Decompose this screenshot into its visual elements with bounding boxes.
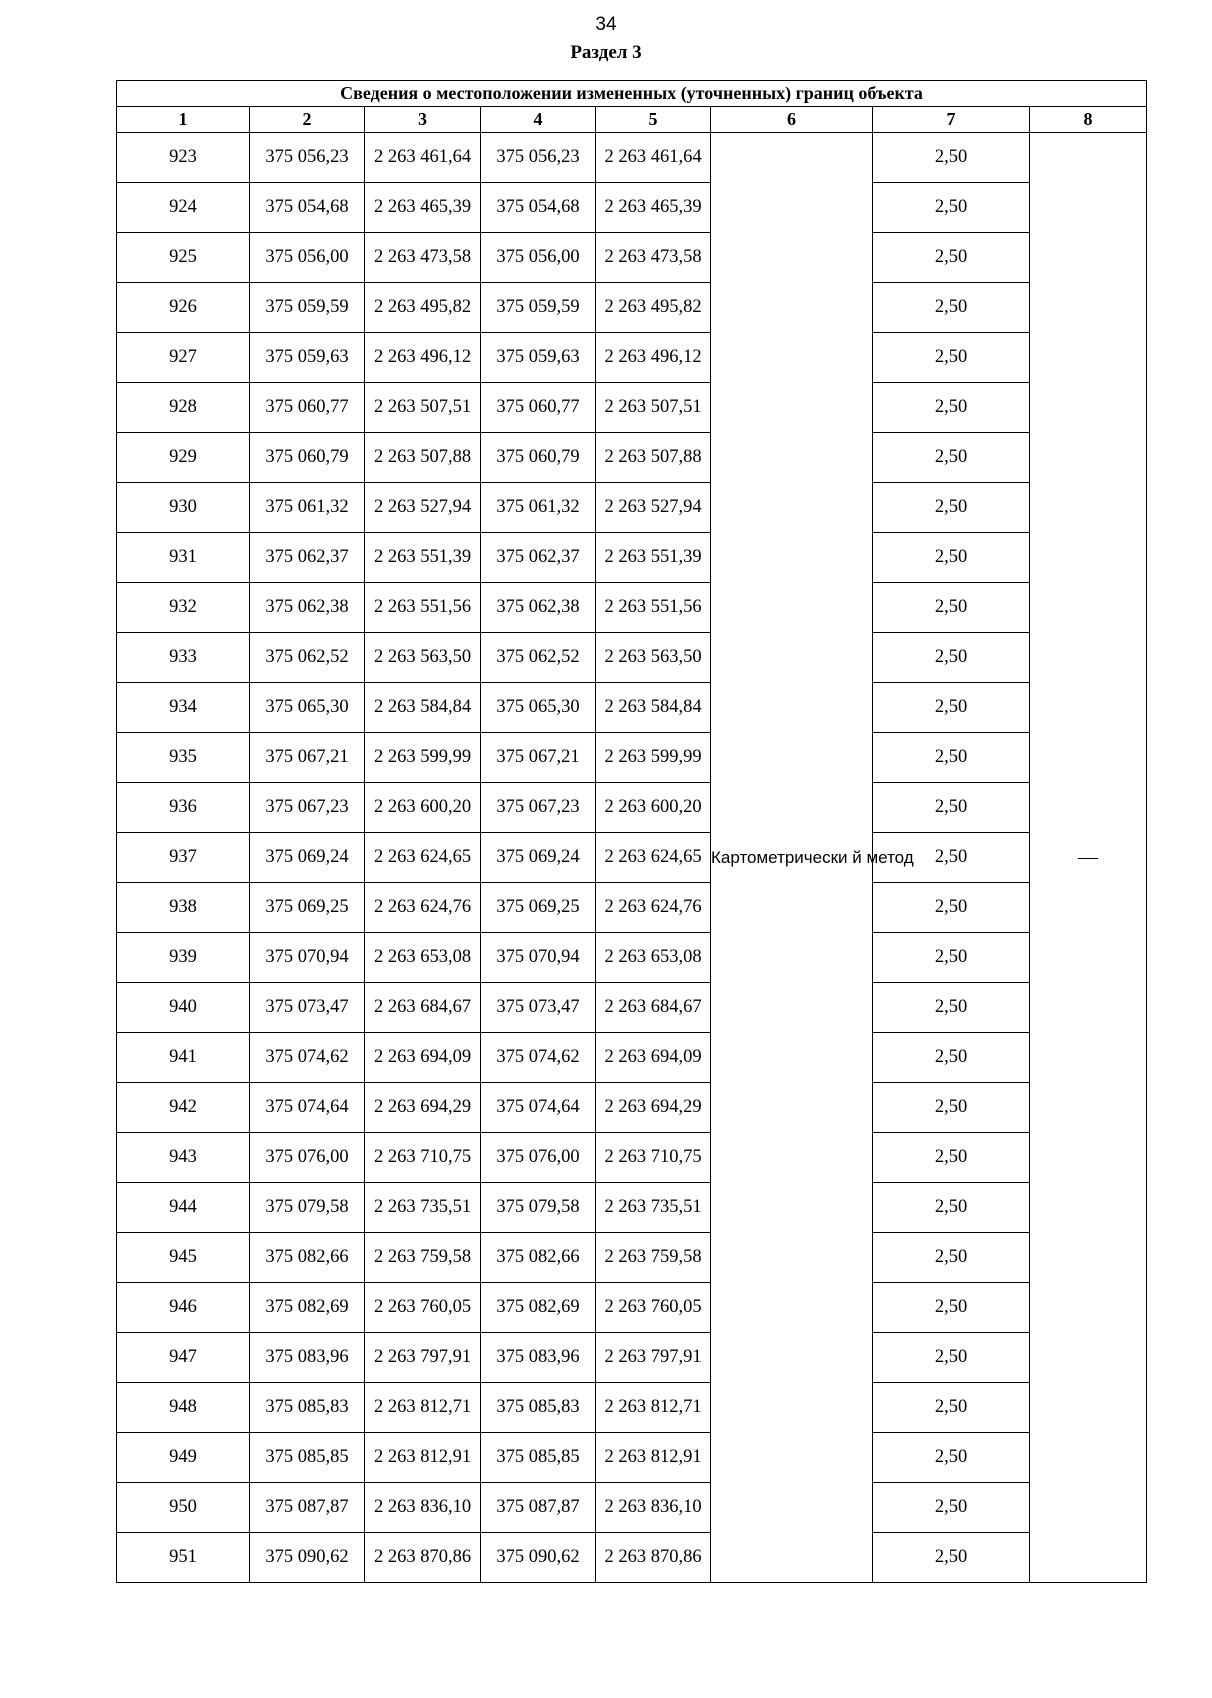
point-number-cell: 928 [117,383,250,433]
new-y-cell: 2 263 653,08 [596,933,711,983]
accuracy-cell: 2,50 [873,633,1030,683]
accuracy-cell: 2,50 [873,1333,1030,1383]
existing-x-cell: 375 062,38 [250,583,365,633]
existing-x-cell: 375 082,69 [250,1283,365,1333]
existing-x-cell: 375 056,23 [250,133,365,183]
new-y-cell: 2 263 473,58 [596,233,711,283]
existing-x-cell: 375 090,62 [250,1533,365,1583]
new-x-cell: 375 085,83 [481,1383,596,1433]
new-y-cell: 2 263 600,20 [596,783,711,833]
existing-y-cell: 2 263 563,50 [365,633,481,683]
accuracy-cell: 2,50 [873,933,1030,983]
table-row [117,1433,1147,1483]
table-row [117,333,1147,383]
new-x-cell: 375 069,25 [481,883,596,933]
table-row [117,1533,1147,1583]
accuracy-cell: 2,50 [873,1533,1030,1583]
new-y-cell: 2 263 495,82 [596,283,711,333]
new-y-cell: 2 263 599,99 [596,733,711,783]
table-caption: Сведения о местоположении измененных (уточненных) границ объекта [117,81,1147,107]
table-row [117,133,1147,183]
existing-x-cell: 375 074,62 [250,1033,365,1083]
column-header: 4 [481,107,596,133]
new-y-cell: 2 263 735,51 [596,1183,711,1233]
section-title: Раздел 3 [570,42,642,63]
table-row [117,683,1147,733]
point-number-cell: 931 [117,533,250,583]
existing-x-cell: 375 074,64 [250,1083,365,1133]
existing-y-cell: 2 263 496,12 [365,333,481,383]
new-x-cell: 375 083,96 [481,1333,596,1383]
table-row [117,783,1147,833]
table-row [117,933,1147,983]
accuracy-cell: 2,50 [873,183,1030,233]
existing-x-cell: 375 060,79 [250,433,365,483]
point-number-cell: 927 [117,333,250,383]
existing-y-cell: 2 263 599,99 [365,733,481,783]
new-x-cell: 375 074,64 [481,1083,596,1133]
point-number-cell: 949 [117,1433,250,1483]
new-y-cell: 2 263 527,94 [596,483,711,533]
new-x-cell: 375 079,58 [481,1183,596,1233]
accuracy-cell: 2,50 [873,783,1030,833]
existing-y-cell: 2 263 551,56 [365,583,481,633]
column8-cell: — [1030,133,1147,1583]
accuracy-cell: 2,50 [873,533,1030,583]
new-y-cell: 2 263 836,10 [596,1483,711,1533]
existing-x-cell: 375 061,32 [250,483,365,533]
table-row [117,733,1147,783]
existing-y-cell: 2 263 812,71 [365,1383,481,1433]
page-number: 34 [595,14,617,35]
column-header: 2 [250,107,365,133]
table-row [117,1383,1147,1433]
table-header-row [117,107,1147,133]
new-y-cell: 2 263 507,88 [596,433,711,483]
new-y-cell: 2 263 710,75 [596,1133,711,1183]
existing-y-cell: 2 263 527,94 [365,483,481,533]
table-row [117,1233,1147,1283]
accuracy-cell: 2,50 [873,683,1030,733]
accuracy-cell: 2,50 [873,1383,1030,1433]
existing-y-cell: 2 263 507,88 [365,433,481,483]
table-row [117,433,1147,483]
existing-y-cell: 2 263 870,86 [365,1533,481,1583]
new-x-cell: 375 087,87 [481,1483,596,1533]
method-cell: Картометрически й метод [711,133,873,1583]
point-number-cell: 923 [117,133,250,183]
existing-y-cell: 2 263 465,39 [365,183,481,233]
point-number-cell: 926 [117,283,250,333]
table-row [117,1033,1147,1083]
existing-x-cell: 375 060,77 [250,383,365,433]
existing-y-cell: 2 263 710,75 [365,1133,481,1183]
table-row [117,1133,1147,1183]
point-number-cell: 925 [117,233,250,283]
point-number-cell: 943 [117,1133,250,1183]
point-number-cell: 934 [117,683,250,733]
accuracy-cell: 2,50 [873,733,1030,783]
new-y-cell: 2 263 812,91 [596,1433,711,1483]
new-y-cell: 2 263 812,71 [596,1383,711,1433]
new-y-cell: 2 263 624,65 [596,833,711,883]
existing-y-cell: 2 263 694,09 [365,1033,481,1083]
accuracy-cell: 2,50 [873,283,1030,333]
new-x-cell: 375 074,62 [481,1033,596,1083]
table-row [117,983,1147,1033]
column-header: 3 [365,107,481,133]
existing-x-cell: 375 062,37 [250,533,365,583]
new-y-cell: 2 263 684,67 [596,983,711,1033]
accuracy-cell: 2,50 [873,383,1030,433]
existing-x-cell: 375 073,47 [250,983,365,1033]
new-x-cell: 375 062,52 [481,633,596,683]
table-row [117,883,1147,933]
existing-x-cell: 375 069,25 [250,883,365,933]
point-number-cell: 944 [117,1183,250,1233]
existing-x-cell: 375 087,87 [250,1483,365,1533]
point-number-cell: 933 [117,633,250,683]
point-number-cell: 929 [117,433,250,483]
accuracy-cell: 2,50 [873,133,1030,183]
new-y-cell: 2 263 461,64 [596,133,711,183]
new-x-cell: 375 060,79 [481,433,596,483]
existing-x-cell: 375 054,68 [250,183,365,233]
new-x-cell: 375 073,47 [481,983,596,1033]
table-row [117,1083,1147,1133]
existing-x-cell: 375 065,30 [250,683,365,733]
column-header: 6 [711,107,873,133]
point-number-cell: 938 [117,883,250,933]
new-y-cell: 2 263 465,39 [596,183,711,233]
existing-y-cell: 2 263 684,67 [365,983,481,1033]
accuracy-cell: 2,50 [873,583,1030,633]
table-row [117,1483,1147,1533]
table-row [117,383,1147,433]
existing-x-cell: 375 062,52 [250,633,365,683]
new-x-cell: 375 065,30 [481,683,596,733]
new-y-cell: 2 263 551,39 [596,533,711,583]
existing-y-cell: 2 263 624,65 [365,833,481,883]
accuracy-cell: 2,50 [873,1483,1030,1533]
new-y-cell: 2 263 694,09 [596,1033,711,1083]
table-row [117,533,1147,583]
existing-x-cell: 375 056,00 [250,233,365,283]
point-number-cell: 945 [117,1233,250,1283]
point-number-cell: 941 [117,1033,250,1083]
new-y-cell: 2 263 624,76 [596,883,711,933]
new-y-cell: 2 263 584,84 [596,683,711,733]
column-header: 7 [873,107,1030,133]
new-y-cell: 2 263 496,12 [596,333,711,383]
point-number-cell: 947 [117,1333,250,1383]
new-x-cell: 375 054,68 [481,183,596,233]
existing-y-cell: 2 263 812,91 [365,1433,481,1483]
existing-y-cell: 2 263 507,51 [365,383,481,433]
accuracy-cell: 2,50 [873,1283,1030,1333]
new-x-cell: 375 059,63 [481,333,596,383]
point-number-cell: 924 [117,183,250,233]
existing-y-cell: 2 263 600,20 [365,783,481,833]
existing-x-cell: 375 069,24 [250,833,365,883]
new-x-cell: 375 070,94 [481,933,596,983]
new-x-cell: 375 059,59 [481,283,596,333]
new-x-cell: 375 076,00 [481,1133,596,1183]
existing-x-cell: 375 079,58 [250,1183,365,1233]
existing-y-cell: 2 263 836,10 [365,1483,481,1533]
point-number-cell: 950 [117,1483,250,1533]
table-row [117,1333,1147,1383]
table-body [117,133,1147,1583]
point-number-cell: 939 [117,933,250,983]
existing-y-cell: 2 263 551,39 [365,533,481,583]
existing-x-cell: 375 085,83 [250,1383,365,1433]
existing-y-cell: 2 263 495,82 [365,283,481,333]
existing-y-cell: 2 263 473,58 [365,233,481,283]
new-y-cell: 2 263 759,58 [596,1233,711,1283]
accuracy-cell: 2,50 [873,1233,1030,1283]
new-x-cell: 375 056,23 [481,133,596,183]
new-x-cell: 375 056,00 [481,233,596,283]
existing-x-cell: 375 059,63 [250,333,365,383]
new-x-cell: 375 082,69 [481,1283,596,1333]
accuracy-cell: 2,50 [873,1133,1030,1183]
table-row [117,283,1147,333]
table-row [117,233,1147,283]
new-y-cell: 2 263 694,29 [596,1083,711,1133]
existing-x-cell: 375 067,21 [250,733,365,783]
point-number-cell: 932 [117,583,250,633]
table-row [117,1283,1147,1333]
accuracy-cell: 2,50 [873,1433,1030,1483]
existing-y-cell: 2 263 624,76 [365,883,481,933]
point-number-cell: 948 [117,1383,250,1433]
table-row [117,483,1147,533]
existing-x-cell: 375 070,94 [250,933,365,983]
new-x-cell: 375 090,62 [481,1533,596,1583]
new-x-cell: 375 062,38 [481,583,596,633]
accuracy-cell: 2,50 [873,883,1030,933]
new-y-cell: 2 263 797,91 [596,1333,711,1383]
existing-y-cell: 2 263 694,29 [365,1083,481,1133]
existing-x-cell: 375 083,96 [250,1333,365,1383]
point-number-cell: 937 [117,833,250,883]
existing-y-cell: 2 263 797,91 [365,1333,481,1383]
existing-y-cell: 2 263 461,64 [365,133,481,183]
new-y-cell: 2 263 870,86 [596,1533,711,1583]
point-number-cell: 940 [117,983,250,1033]
new-x-cell: 375 060,77 [481,383,596,433]
new-x-cell: 375 067,21 [481,733,596,783]
table-row [117,633,1147,683]
new-x-cell: 375 082,66 [481,1233,596,1283]
new-x-cell: 375 085,85 [481,1433,596,1483]
accuracy-cell: 2,50 [873,833,1030,883]
existing-x-cell: 375 059,59 [250,283,365,333]
accuracy-cell: 2,50 [873,433,1030,483]
point-number-cell: 935 [117,733,250,783]
column-header: 5 [596,107,711,133]
existing-x-cell: 375 067,23 [250,783,365,833]
new-x-cell: 375 062,37 [481,533,596,583]
accuracy-cell: 2,50 [873,333,1030,383]
existing-y-cell: 2 263 735,51 [365,1183,481,1233]
accuracy-cell: 2,50 [873,233,1030,283]
table-row [117,1183,1147,1233]
boundary-table [116,80,1147,1583]
new-x-cell: 375 061,32 [481,483,596,533]
existing-x-cell: 375 082,66 [250,1233,365,1283]
existing-y-cell: 2 263 759,58 [365,1233,481,1283]
point-number-cell: 930 [117,483,250,533]
existing-x-cell: 375 076,00 [250,1133,365,1183]
existing-y-cell: 2 263 760,05 [365,1283,481,1333]
new-y-cell: 2 263 760,05 [596,1283,711,1333]
table-row [117,583,1147,633]
table-caption-row [117,81,1147,107]
existing-x-cell: 375 085,85 [250,1433,365,1483]
point-number-cell: 942 [117,1083,250,1133]
column-header: 1 [117,107,250,133]
point-number-cell: 936 [117,783,250,833]
point-number-cell: 946 [117,1283,250,1333]
table-row [117,183,1147,233]
new-x-cell: 375 067,23 [481,783,596,833]
new-y-cell: 2 263 507,51 [596,383,711,433]
accuracy-cell: 2,50 [873,983,1030,1033]
column-header: 8 [1030,107,1147,133]
point-number-cell: 951 [117,1533,250,1583]
new-y-cell: 2 263 551,56 [596,583,711,633]
table-row [117,833,1147,883]
existing-y-cell: 2 263 584,84 [365,683,481,733]
new-x-cell: 375 069,24 [481,833,596,883]
accuracy-cell: 2,50 [873,1183,1030,1233]
accuracy-cell: 2,50 [873,1083,1030,1133]
accuracy-cell: 2,50 [873,1033,1030,1083]
accuracy-cell: 2,50 [873,483,1030,533]
existing-y-cell: 2 263 653,08 [365,933,481,983]
new-y-cell: 2 263 563,50 [596,633,711,683]
